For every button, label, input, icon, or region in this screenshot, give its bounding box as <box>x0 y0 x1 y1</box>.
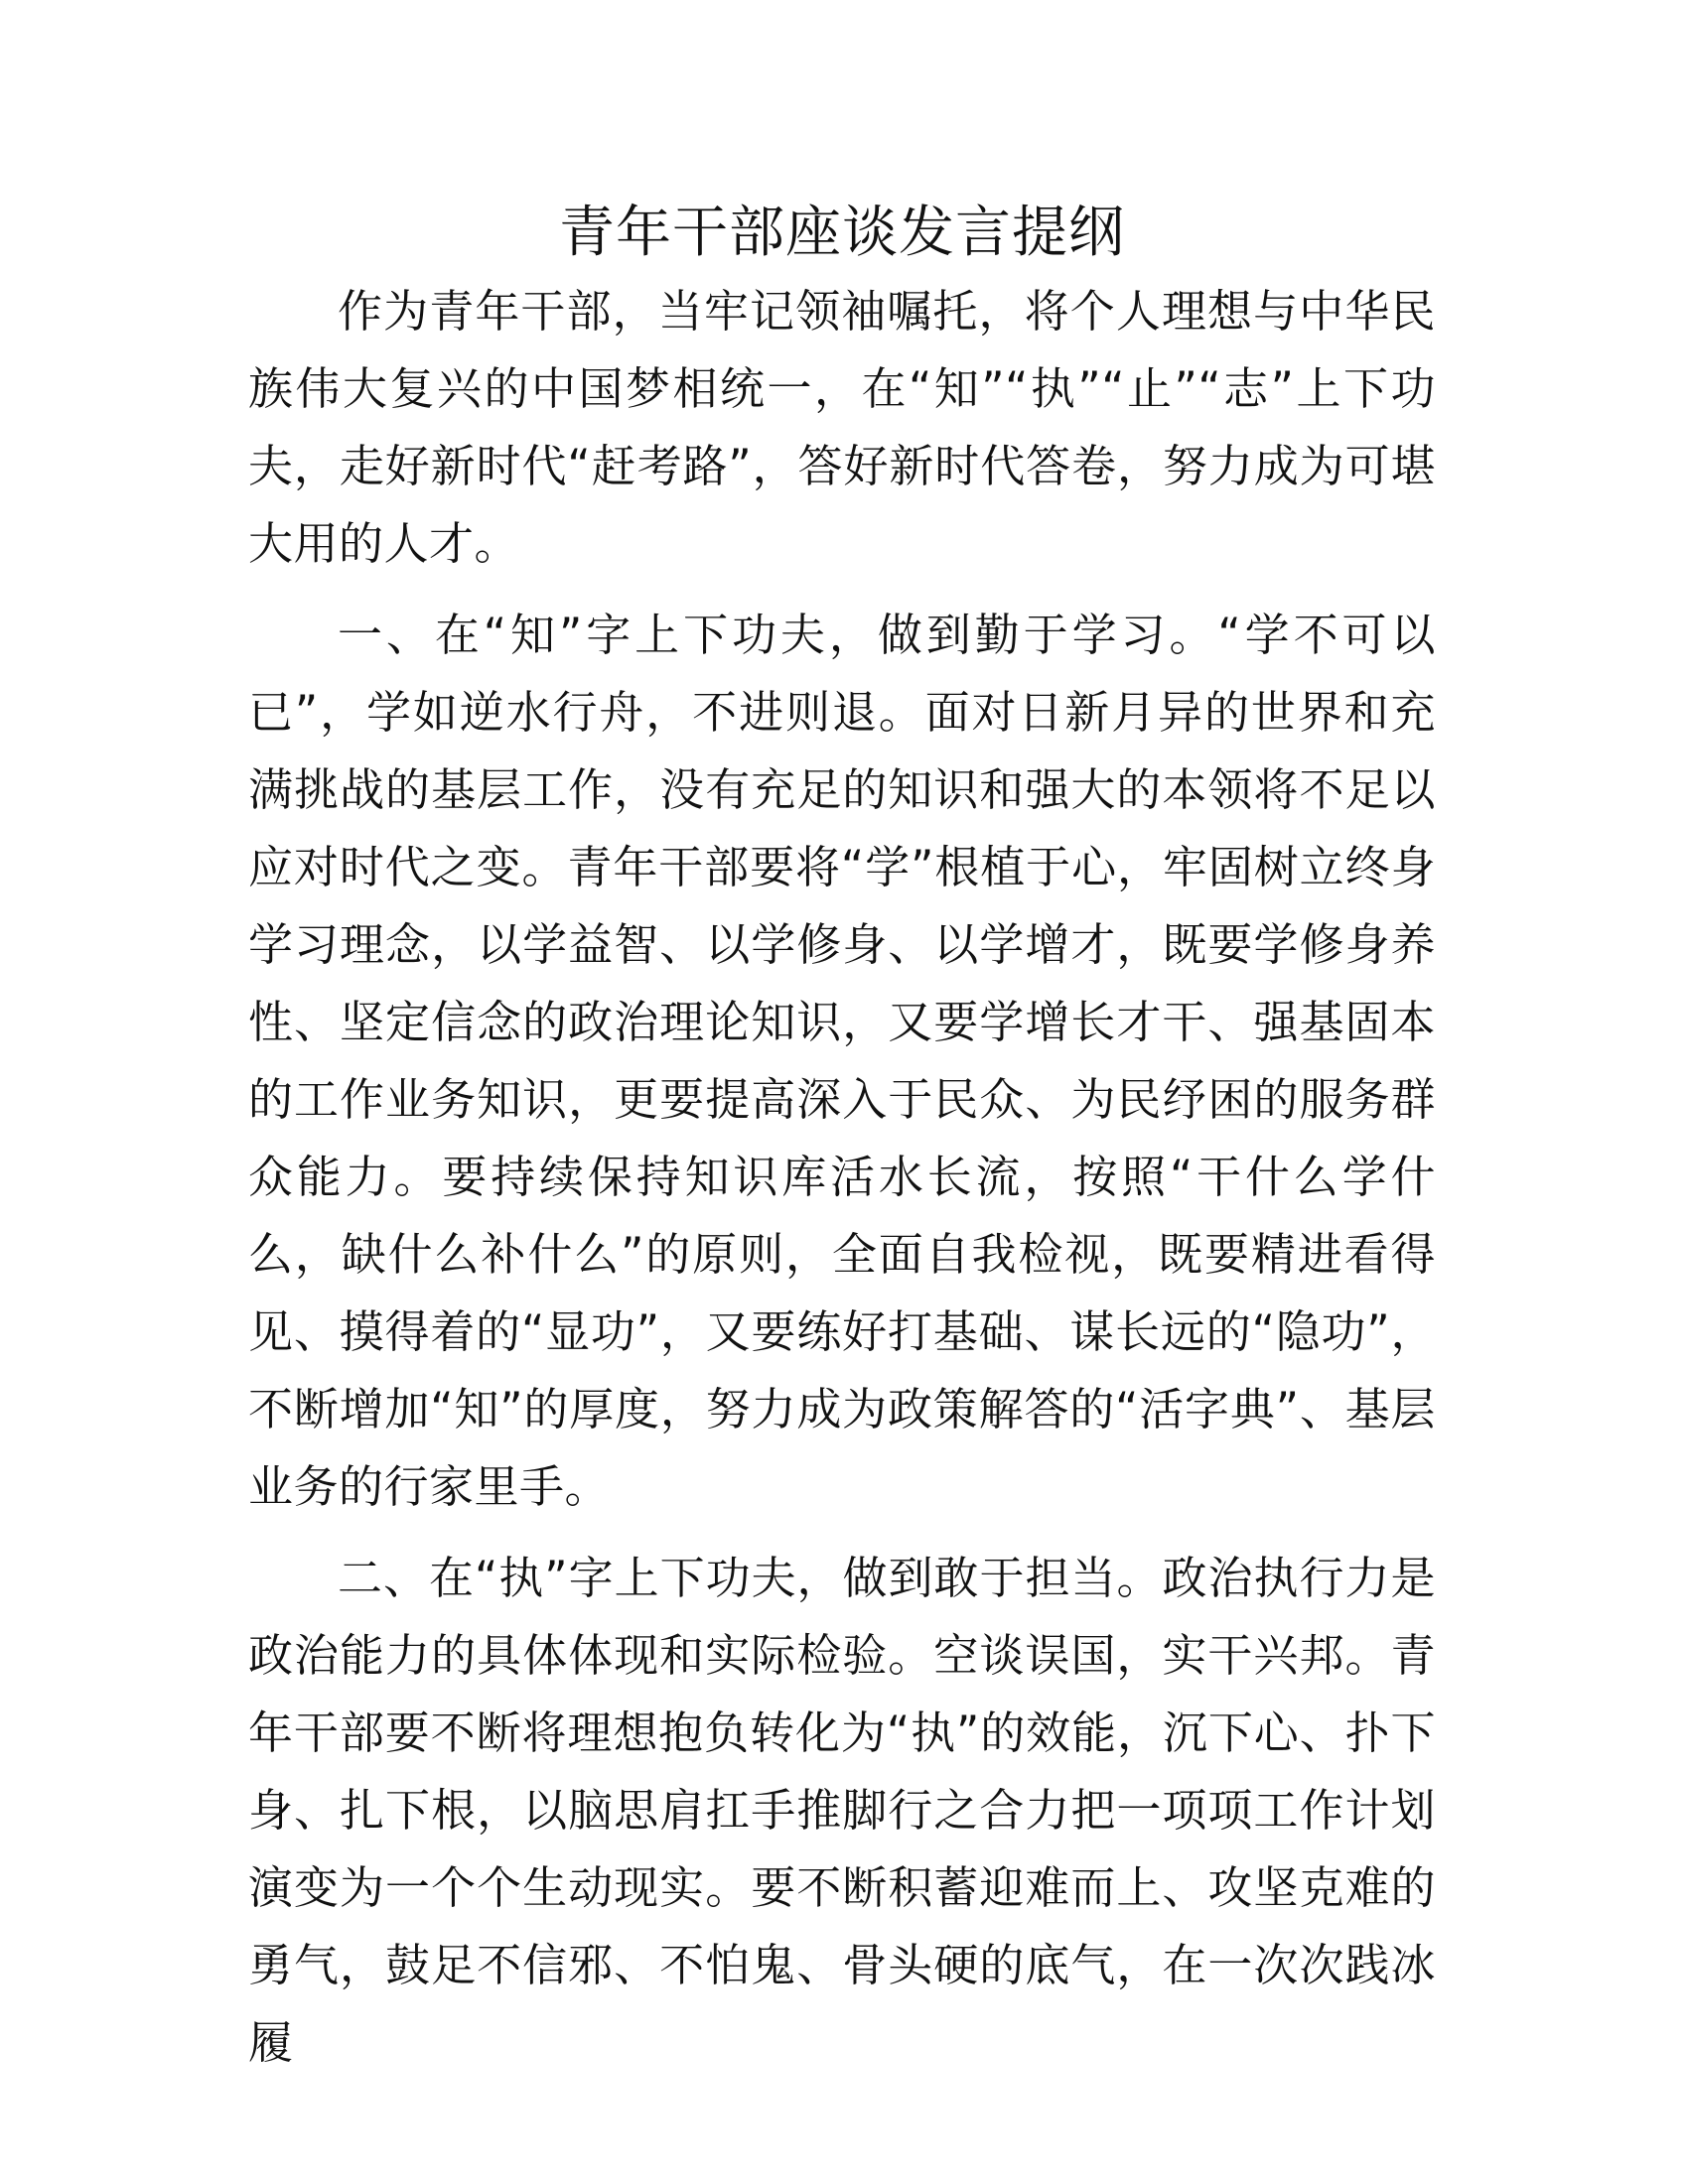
paragraph-section-one: 一、在“知”字上下功夫，做到勤于学习。“学不可以已”，学如逆水行舟，不进则退。面对日新月异的世界和充满挑战的基层工作，没有充足的知识和强大的本领将不足以应对时代之变。青年干部要将“学”根植于心，牢固树立终身学习理念，以学益智、以学修身、以学增才，既要学修身养性、坚定信念的政治理论知识，又要学增长才干、强基固本的工作业务知识，更要提高深入于民众、为民纾困的服务群众能力。要持续保持知识库活水长流，按照“干什么学什么，缺什么补什么”的原则，全面自我检视，既要精进看得见、摸得着的“显功”，又要练好打基础、谋长远的“隐功”，不断增加“知”的厚度，努力成为政策解答的“活字典”、基层业务的行家里手。 <box>248 609 1436 1513</box>
document-page <box>248 194 1436 2096</box>
paragraph-section-two: 二、在“执”字上下功夫，做到敢于担当。政治执行力是政治能力的具体体现和实际检验。空谈误国，实干兴邦。青年干部要不断将理想抱负转化为“执”的效能，沉下心、扑下身、扎下根，以脑思肩扛手推脚行之合力把一项项工作计划演变为一个个生动现实。要不断积蓄迎难而上、攻坚克难的勇气，鼓足不信邪、不怕鬼、骨头硬的底气，在一次次践冰履 <box>248 1552 1436 2069</box>
document-title: 青年干部座谈发言提纲 <box>559 201 1125 265</box>
paragraph-intro: 作为青年干部，当牢记领袖嘱托，将个人理想与中华民族伟大复兴的中国梦相统一，在“知”“执”“止”“志”上下功夫，走好新时代“赶考路”，答好新时代答卷，努力成为可堪大用的人才。 <box>248 285 1436 570</box>
